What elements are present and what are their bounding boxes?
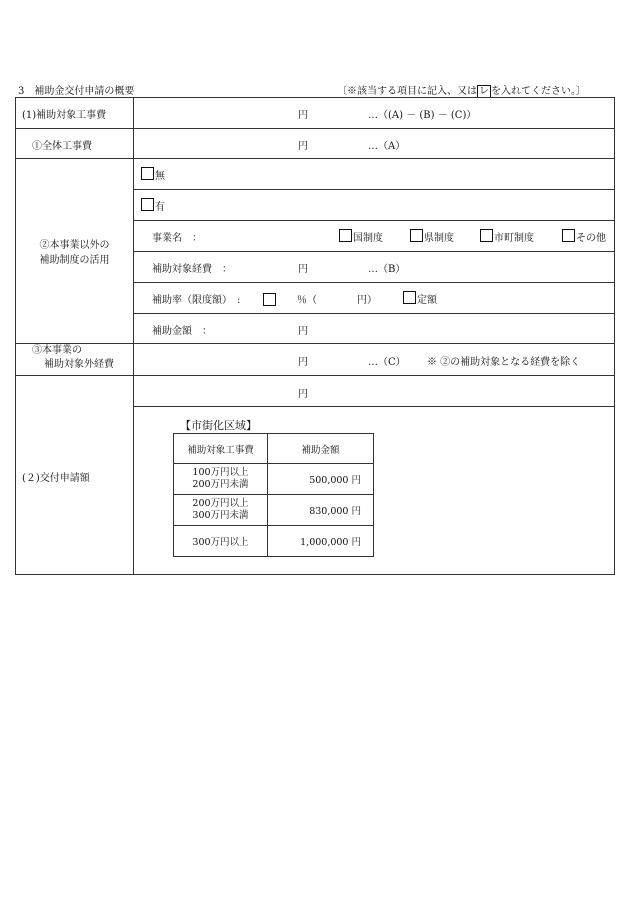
rate-fixed[interactable] [402, 291, 437, 306]
table-row [174, 526, 374, 557]
row4-formula: …（C） [368, 357, 406, 368]
range-cell [174, 464, 268, 495]
rate-yen-close: 円） [357, 295, 377, 306]
row4-note: ※ ②の補助対象となる経費を除く [427, 357, 581, 368]
row2-yen: 円 [298, 141, 308, 152]
table-row [174, 495, 374, 526]
amount-cell: 830,000 円 [268, 495, 374, 526]
row-excluded-cost-label [32, 344, 114, 372]
system-other-label: その他 [576, 233, 606, 244]
range-line1: 200万円以上 [192, 498, 249, 509]
application-amount-label: (２)交付申請額 [22, 473, 90, 484]
other-checkbox[interactable] [562, 229, 575, 242]
amount-cell: 1,000,000 円 [268, 526, 374, 557]
project-name-label: 事業名 ： [152, 233, 202, 244]
system-prefecture[interactable] [409, 229, 454, 244]
range-cell: 300万円以上 [174, 526, 268, 557]
excluded-cost-label-line2: 補助対象外経費 [44, 359, 114, 370]
system-municipal[interactable] [479, 229, 534, 244]
check-mark-box: レ [479, 86, 489, 97]
row-total-construction-cost-label: ①全体工事費 [32, 141, 92, 152]
system-municipal-label: 市町制度 [494, 233, 534, 244]
subsidy-cost-yen: 円 [298, 264, 308, 275]
row1-formula: …（(A) － (B) － (C)） [368, 110, 477, 121]
system-national[interactable] [338, 229, 383, 244]
other-subsidy-label-line1: ②本事業以外の [39, 240, 110, 251]
subsidy-rate-label: 補助率（限度額） : [152, 295, 241, 306]
system-prefecture-label: 県制度 [424, 233, 454, 244]
table-header-row [174, 434, 374, 464]
instruction-post: を入れてください。〕 [491, 86, 586, 97]
range-line2: 200万円未満 [192, 479, 249, 490]
option-yes[interactable] [140, 198, 165, 213]
amount-cell: 500,000 円 [268, 464, 374, 495]
prefecture-checkbox[interactable] [410, 229, 423, 242]
row1-yen: 円 [298, 110, 308, 121]
rate-checkbox[interactable] [263, 293, 276, 306]
rate-fixed-label: 定額 [417, 295, 437, 306]
row2-formula: …（A） [368, 141, 406, 152]
section-heading: 3 補助金交付申請の概要 [18, 86, 135, 97]
row5-yen: 円 [298, 389, 308, 400]
system-national-label: 国制度 [353, 233, 383, 244]
instruction-text [337, 82, 586, 98]
none-checkbox[interactable] [141, 167, 154, 180]
range-line1: 100万円以上 [192, 467, 249, 478]
excluded-cost-label-line1: ③本事業の [32, 345, 82, 356]
fixed-checkbox[interactable] [403, 291, 416, 304]
subsidy-amount-yen: 円 [298, 326, 308, 337]
urban-area-title: 【市街化区域】 [180, 419, 257, 432]
range-cell [174, 495, 268, 526]
system-other[interactable] [561, 229, 606, 244]
option-none[interactable] [140, 167, 165, 182]
table-row [174, 464, 374, 495]
row-subsidy-construction-cost-label: (1)補助対象工事費 [22, 110, 107, 121]
rate-percent: ％（ [297, 295, 317, 306]
yes-checkbox[interactable] [141, 198, 154, 211]
subsidy-cost-formula: …（B） [368, 264, 406, 275]
instruction-pre: 〔※該当する項目に記入、又は [337, 86, 477, 97]
range-line2: 300万円未満 [192, 510, 249, 521]
other-subsidy-label-line2: 補助制度の活用 [39, 255, 110, 266]
national-checkbox[interactable] [339, 229, 352, 242]
option-none-label: 無 [155, 171, 165, 182]
header-subsidy-amount: 補助金額 [268, 434, 374, 464]
urban-area-rate-table [173, 433, 374, 557]
municipal-checkbox[interactable] [480, 229, 493, 242]
row-other-subsidy-label [16, 238, 133, 268]
subsidy-amount-label: 補助金額 ： [152, 326, 212, 337]
subsidy-cost-label: 補助対象経費 ： [152, 264, 232, 275]
option-yes-label: 有 [155, 202, 165, 213]
header-construction-cost: 補助対象工事費 [174, 434, 268, 464]
row4-yen: 円 [298, 357, 308, 368]
